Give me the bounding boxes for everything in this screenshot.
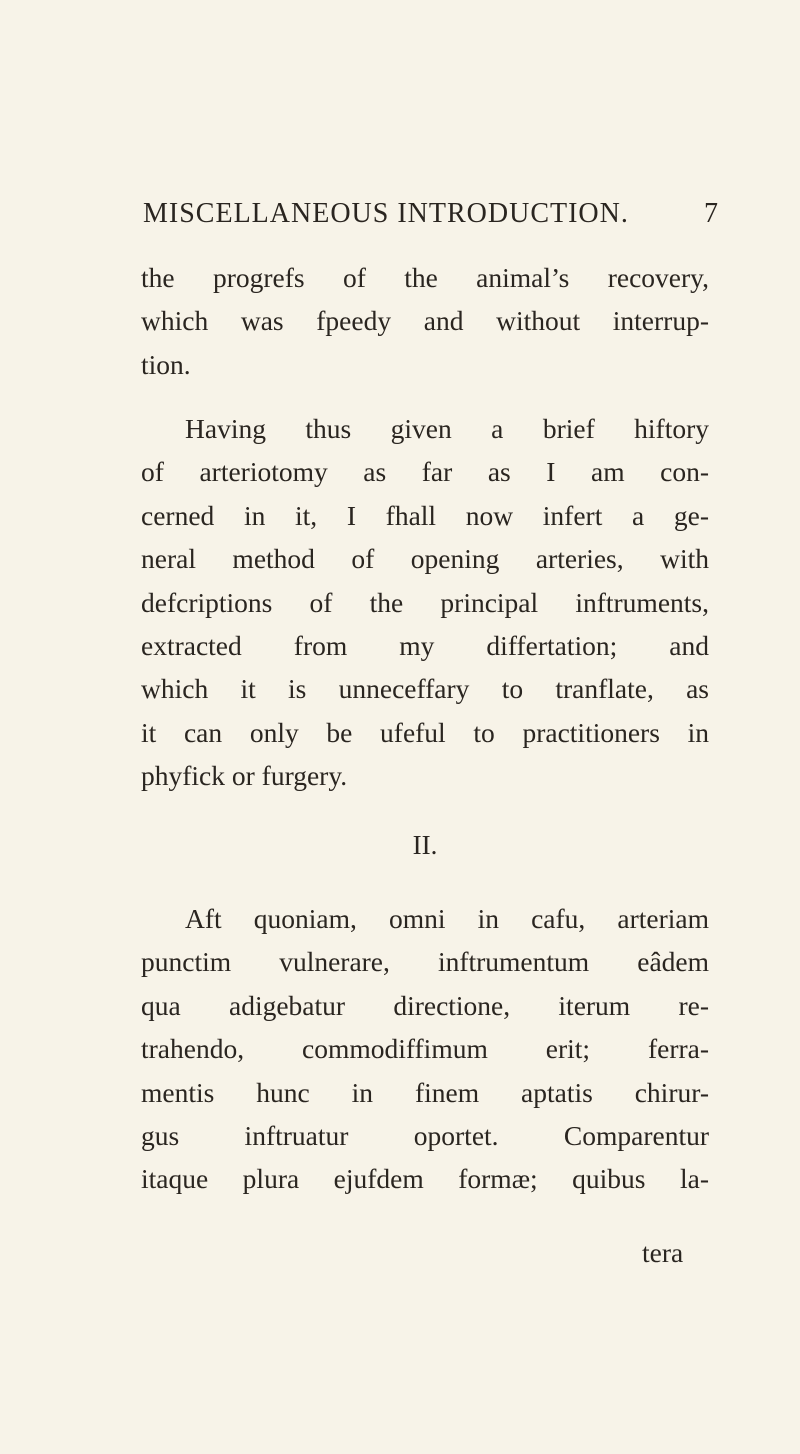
paragraph-continuation bbox=[141, 256, 709, 386]
running-head bbox=[143, 198, 719, 230]
paragraph-latin bbox=[141, 897, 709, 1201]
text-line: of arteriotomy as far as I am con- bbox=[141, 456, 709, 488]
text-line: Having thus given a brief hiftory bbox=[185, 413, 709, 444]
text-line: mentis hunc in finem aptatis chirur- bbox=[141, 1076, 709, 1108]
text-line: phyfick or furgery. bbox=[141, 760, 348, 792]
text-line: qua adigebatur directione, iterum re- bbox=[141, 989, 709, 1021]
text-line: punctim vulnerare, inftrumentum eâdem bbox=[141, 946, 709, 978]
text-line: which it is unneceffary to tranflate, as bbox=[141, 673, 709, 705]
text-line: defcriptions of the principal inftruments, bbox=[141, 586, 709, 618]
catchword: tera bbox=[642, 1237, 684, 1268]
text-line: which was fpeedy and without interrup- bbox=[141, 305, 709, 337]
page-number: 7 bbox=[704, 198, 719, 229]
text-line: the progrefs of the animal’s recovery, bbox=[141, 262, 709, 293]
text-line: itaque plura ejufdem formæ; quibus la- bbox=[141, 1163, 709, 1195]
text-line: tion. bbox=[141, 348, 191, 380]
text-line: trahendo, commodiffimum erit; ferra- bbox=[141, 1033, 709, 1065]
text-line: gus inftruatur oportet. Comparentur bbox=[141, 1119, 709, 1151]
text-line: extracted from my differtation; and bbox=[141, 629, 709, 661]
section-number: II. bbox=[412, 830, 438, 860]
text-line: cerned in it, I fhall now infert a ge- bbox=[141, 499, 709, 531]
text-line: it can only be ufeful to practitioners in bbox=[141, 716, 709, 748]
text-line: Aft quoniam, omni in cafu, arteriam bbox=[185, 903, 709, 934]
running-title: MISCELLANEOUS INTRODUCTION. bbox=[143, 198, 629, 229]
text-line: neral method of opening arteries, with bbox=[141, 543, 709, 575]
paragraph-arteriotomy bbox=[141, 407, 709, 798]
